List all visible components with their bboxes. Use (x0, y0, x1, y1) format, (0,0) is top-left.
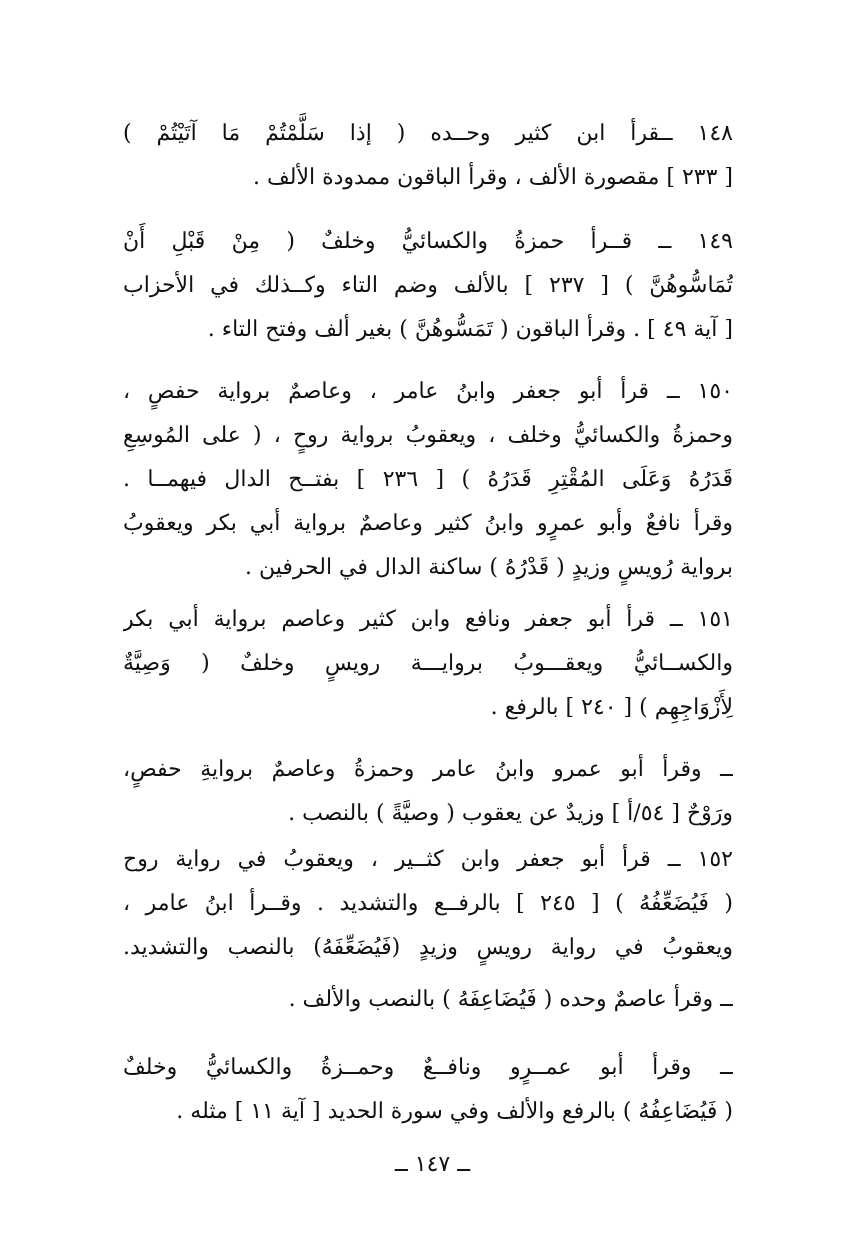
entry-line: والكســائيُّ ويعقـــوبُ بروايـــة رويسٍ وخلفٌ ( وَصِيَّةٌ (123, 651, 733, 676)
entry-150 (123, 370, 733, 590)
entry-line: تُمَاسُّوهُنَّ ) [ ٢٣٧ ] بالألف وضم التاء وكــذلك في الأحزاب (123, 273, 733, 298)
entry-151-continuation (123, 748, 733, 836)
entry-line: ١٥٢ ــ قرأ أبو جعفر وابن كثــير ، ويعقوبُ في رواية روح (123, 847, 733, 872)
entry-line: قَدَرُهُ وَعَلَى المُقْتِرِ قَدَرُهُ ) [ ٢٣٦ ] بفتــح الدال فيهمــا . (123, 467, 733, 492)
entry-line: لِأَزْوَاجِهِم ) [ ٢٤٠ ] بالرفع . (490, 695, 733, 720)
entry-line: ــ وقرأ أبو عمــرٍو ونافــعٌ وحمــزةُ والكسائيُّ وخلفٌ (123, 1055, 733, 1080)
page-number: ــ ١٤٧ ــ (394, 1152, 471, 1177)
entry-line: ويعقوبُ في رواية رويسٍ وزيدٍ (فَيُضَعِّفَهُ) بالنصب والتشديد. (123, 935, 733, 960)
entry-line: [ ٢٣٣ ] مقصورة الألف ، وقرأ الباقون ممدودة الألف . (252, 165, 733, 190)
entry-line: [ آية ٤٩ ] . وقرأ الباقون ( تَمَسُّوهُنَّ ) بغير ألف وفتح التاء . (207, 317, 733, 342)
entry-line: ١٥١ ــ قرأ أبو جعفر ونافع وابن كثير وعاصم برواية أبي بكر (123, 607, 733, 632)
entry-149 (123, 220, 733, 352)
entry-152-continuation-2 (123, 1046, 733, 1134)
entry-line: ــ وقرأ أبو عمرو وابنُ عامر وحمزةُ وعاصمٌ بروايةِ حفصٍ، (123, 757, 733, 782)
entry-line: ورَوْحٌ [ ٥٤/أ ] وزيدٌ عن يعقوب ( وصيَّةً ) بالنصب . (288, 801, 733, 826)
entry-line: ١٤٨ ــقرأ ابن كثير وحــده ( إذا سَلَّمْتُمْ مَا آتَيْتُمْ ) (123, 121, 733, 146)
entry-152-continuation-1 (123, 978, 733, 1022)
entry-line: ١٥٠ ــ قرأ أبو جعفر وابنُ عامر ، وعاصمٌ برواية حفصٍ ، (123, 379, 733, 404)
entry-line: ( فَيُضَعِّفُهُ ) [ ٢٤٥ ] بالرفــع والتشديد . وقــرأ ابنُ عامر ، (123, 891, 733, 916)
entry-line: ــ وقرأ عاصمٌ وحده ( فَيُضَاعِفَهُ ) بالنصب والألف . (288, 987, 733, 1012)
entry-line: برواية رُويسٍ وزيدٍ ( قَدْرُهُ ) ساكنة الدال في الحرفين . (245, 555, 733, 580)
entry-151 (123, 598, 733, 730)
entry-line: وقرأ نافعٌ وأبو عمرٍو وابنُ كثير وعاصمٌ برواية أبي بكر ويعقوبُ (123, 511, 733, 536)
entry-line: ( فَيُضَاعِفُهُ ) بالرفع والألف وفي سورة الحديد [ آية ١١ ] مثله . (176, 1099, 733, 1124)
entry-148 (123, 112, 733, 200)
entry-line: وحمزةُ والكسائيُّ وخلف ، ويعقوبُ برواية روحٍ ، ( على المُوسِعِ (123, 423, 733, 448)
entry-152 (123, 838, 733, 970)
entry-line: ١٤٩ ــ قــرأ حمزةُ والكسائيُّ وخلفٌ ( مِنْ قَبْلِ أَنْ (123, 229, 733, 254)
